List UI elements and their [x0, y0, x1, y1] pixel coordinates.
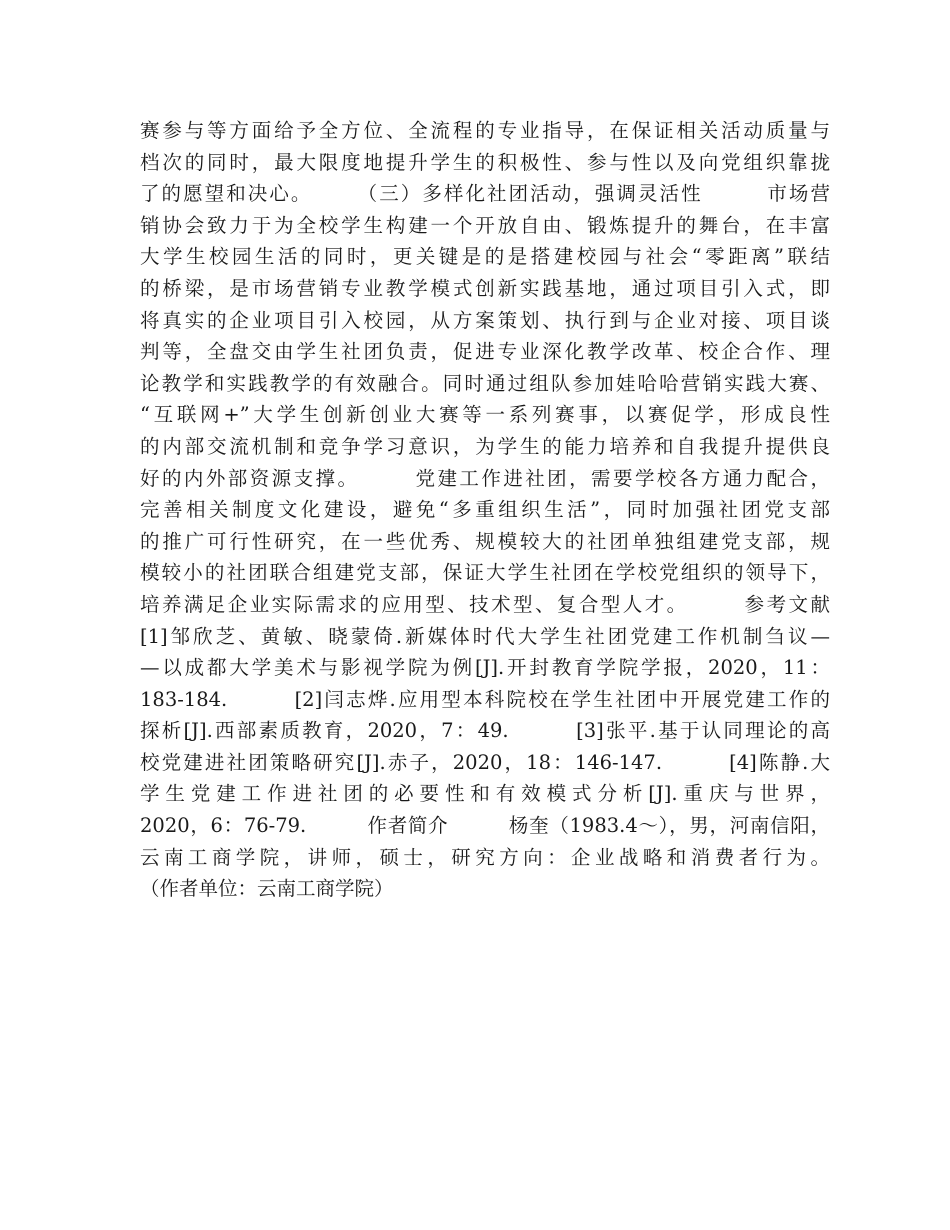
- text-line: 大学生校园生活的同时，更关键是的是搭建校园与社会“零距离”联结: [140, 245, 830, 269]
- text-line: 了的愿望和决心。 （三）多样化社团活动，强调灵活性 市场营: [140, 182, 830, 206]
- text-line: 2020，6：76-79. 作者简介 杨奎（1983.4～），男，河南信阳，: [140, 814, 830, 838]
- text-line: 好的内外部资源支撑。 党建工作进社团，需要学校各方通力配合，: [140, 466, 830, 490]
- text-line: 的内部交流机制和竞争学习意识，为学生的能力培养和自我提升提供良: [140, 434, 830, 458]
- text-line: 探析[J].西部素质教育，2020，7：49. [3]张平.基于认同理论的高: [140, 719, 830, 743]
- text-line: 档次的同时，最大限度地提升学生的积极性、参与性以及向党组织靠拢: [140, 150, 830, 174]
- text-line: 的推广可行性研究，在一些优秀、规模较大的社团单独组建党支部，规: [140, 529, 830, 553]
- text-line: 论教学和实践教学的有效融合。同时通过组队参加娃哈哈营销实践大赛、: [140, 371, 830, 395]
- text-line: 183-184. [2]闫志烨.应用型本科院校在学生社团中开展党建工作的: [140, 687, 830, 711]
- text-line: 学生党建工作进社团的必要性和有效模式分析[J].重庆与世界，: [140, 782, 830, 806]
- text-line: 将真实的企业项目引入校园，从方案策划、执行到与企业对接、项目谈: [140, 308, 830, 332]
- text-line: “互联网+”大学生创新创业大赛等一系列赛事，以赛促学，形成良性: [140, 403, 830, 427]
- text-line: 销协会致力于为全校学生构建一个开放自由、锻炼提升的舞台，在丰富: [140, 213, 830, 237]
- text-line: 判等，全盘交由学生社团负责，促进专业深化教学改革、校企合作、理: [140, 340, 830, 364]
- text-line: （作者单位：云南工商学院）: [140, 877, 394, 901]
- text-line: 培养满足企业实际需求的应用型、技术型、复合型人才。 参考文献: [140, 592, 830, 616]
- text-line: 的桥梁，是市场营销专业教学模式创新实践基地，通过项目引入式，即: [140, 276, 830, 300]
- text-line: —以成都大学美术与影视学院为例[J].开封教育学院学报，2020，11：: [140, 656, 830, 680]
- text-line: 完善相关制度文化建设，避免“多重组织生活”，同时加强社团党支部: [140, 498, 830, 522]
- text-line: 云南工商学院，讲师，硕士，研究方向：企业战略和消费者行为。: [140, 845, 830, 869]
- body-text: [140, 115, 830, 905]
- text-line: 校党建进社团策略研究[J].赤子，2020，18：146-147. [4]陈静.大: [140, 750, 830, 774]
- text-line: 赛参与等方面给予全方位、全流程的专业指导，在保证相关活动质量与: [140, 119, 830, 142]
- text-line: [1]邹欣芝、黄敏、晓蒙倚.新媒体时代大学生社团党建工作机制刍议—: [140, 624, 830, 648]
- text-line: 模较小的社团联合组建党支部，保证大学生社团在学校党组织的领导下，: [140, 561, 830, 585]
